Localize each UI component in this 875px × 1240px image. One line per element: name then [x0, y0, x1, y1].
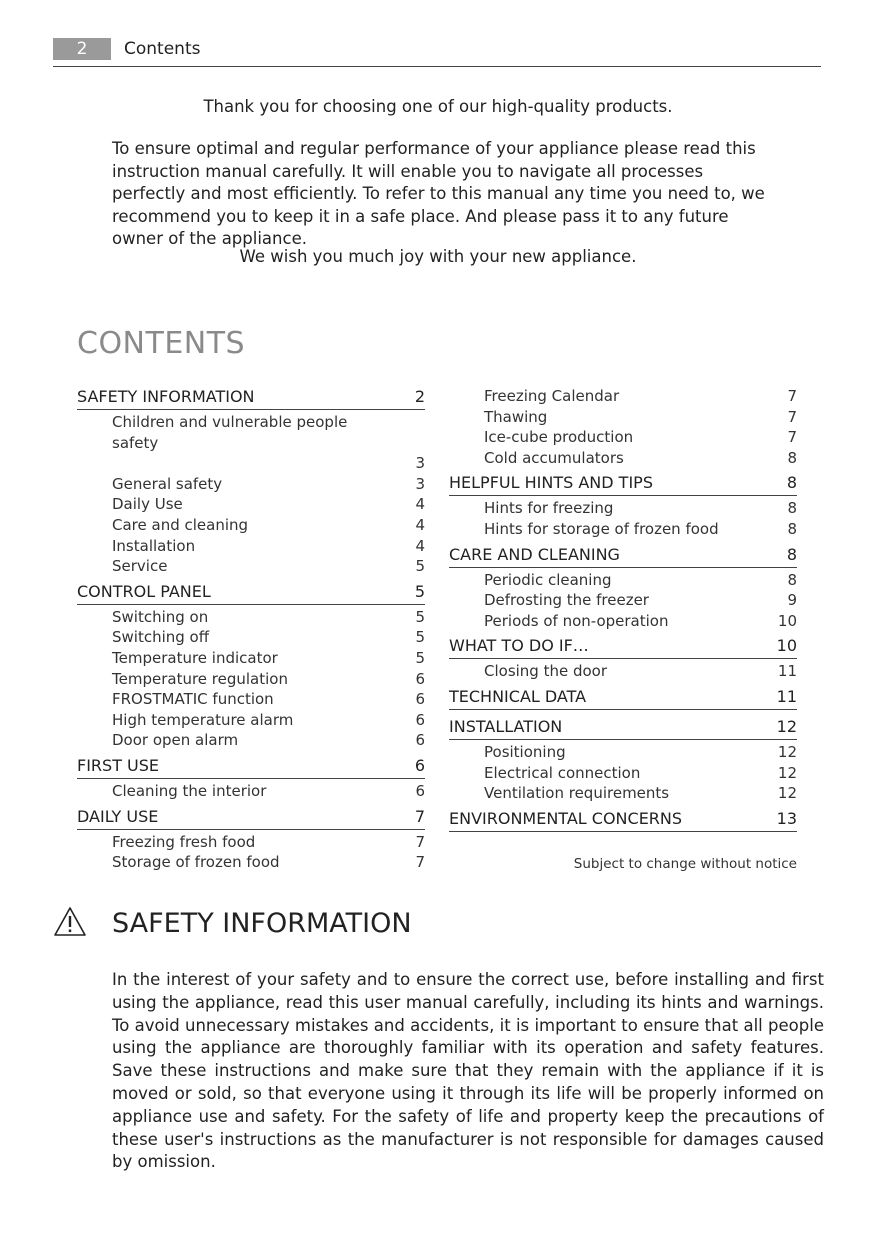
toc-item-label: Freezing fresh food — [112, 832, 256, 851]
toc-section-title: SAFETY INFORMATION — [77, 387, 255, 406]
toc-item-label: Hints for freezing — [484, 499, 614, 518]
toc-section-environmental-concerns[interactable] — [449, 808, 797, 832]
toc-item-label: Hints for storage of frozen food — [484, 519, 719, 538]
toc-item[interactable] — [449, 742, 797, 763]
toc-section-page: 7 — [414, 806, 425, 826]
toc-item-label: Care and cleaning — [112, 515, 249, 534]
toc-section-title: ENVIRONMENTAL CONCERNS — [449, 808, 683, 828]
toc-section-title: WHAT TO DO IF… — [449, 636, 589, 656]
toc-item-page: 9 — [787, 591, 797, 610]
toc-item[interactable] — [77, 730, 425, 751]
toc-section-title: DAILY USE — [77, 806, 159, 826]
toc-item[interactable] — [449, 661, 797, 682]
toc-item-page: 12 — [777, 784, 797, 803]
safety-paragraph: In the interest of your safety and to ensure the correct use, before installing and first using the appliance, read this user manual carefully, including its hints and warnings. To avoid unnecessary mistakes and accidents, it is important to ensure that all people using the appliance are thoroughly familiar with its operation and safety features. Save these instructions and make sure that they remain with the appliance if it is moved or sold, so that everyone using it through its life will be properly informed on appliance use and safety. For the safety of life and property keep the precautions of these user's instructions as the manufacturer is not responsible for damages caused by omission. — [112, 970, 824, 1172]
toc-item-page: 7 — [787, 387, 797, 405]
toc-item-page: 4 — [415, 515, 425, 534]
toc-section-page: 5 — [414, 581, 425, 601]
toc-section-page: 10 — [776, 636, 797, 656]
toc-item-page: 4 — [415, 495, 425, 514]
toc-item-label: Periodic cleaning — [484, 570, 612, 589]
toc-item-page: 3 — [415, 454, 425, 473]
toc-item[interactable] — [77, 607, 425, 628]
toc-item-page: 5 — [415, 648, 425, 667]
toc-item[interactable] — [449, 783, 797, 804]
toc-item[interactable] — [77, 648, 425, 669]
toc-item-page: 12 — [777, 742, 797, 761]
toc-item[interactable] — [449, 448, 797, 469]
toc-item-page: 5 — [415, 557, 425, 576]
toc-item-page: 8 — [787, 570, 797, 589]
toc-item-label: Ice-cube production — [484, 428, 634, 447]
toc-item-page: 6 — [415, 690, 425, 709]
safety-information-heading: SAFETY INFORMATION — [112, 908, 412, 939]
intro-wish: We wish you much joy with your new appliance. — [239, 247, 637, 266]
toc-item-label: Temperature regulation — [112, 669, 288, 688]
page-number: 2 — [53, 38, 111, 60]
toc-item-label: Periods of non-operation — [484, 611, 669, 630]
toc-section-control-panel[interactable] — [77, 581, 425, 605]
toc-item-page: 6 — [415, 731, 425, 750]
toc-item-page: 6 — [415, 710, 425, 729]
toc-section-page: 6 — [414, 755, 425, 775]
toc-section-page: 11 — [776, 686, 797, 706]
toc-item-page: 3 — [415, 474, 425, 493]
toc-right-column — [449, 386, 797, 834]
toc-item[interactable] — [449, 519, 797, 540]
toc-item-page: 8 — [787, 448, 797, 467]
intro-paragraph: To ensure optimal and regular performance of your appliance please read this instruction manual carefully. It will enable you to navigate all processes perfectly and most efficiently. To refer to this manual any time you need to, we recommend you to keep it in a safe place. And please pass it to any future owner of the appliance. — [112, 139, 765, 249]
toc-item-label: Cleaning the interior — [112, 781, 267, 800]
toc-section-what-to-do-if[interactable] — [449, 635, 797, 659]
toc-section-helpful-hints[interactable] — [449, 472, 797, 496]
toc-item-page: 7 — [787, 407, 797, 426]
toc-section-title: HELPFUL HINTS AND TIPS — [449, 473, 653, 493]
toc-item[interactable] — [449, 611, 797, 632]
toc-section-page: 2 — [414, 387, 425, 406]
header-title: Contents — [124, 39, 201, 59]
toc-section-first-use[interactable] — [77, 755, 425, 779]
toc-section-page: 12 — [776, 716, 797, 736]
toc-item-label: Closing the door — [484, 662, 608, 681]
toc-item[interactable] — [449, 590, 797, 611]
toc-item-page: 5 — [415, 607, 425, 626]
page-header — [53, 38, 821, 67]
toc-item-label: Freezing Calendar — [484, 387, 620, 405]
toc-section-title: CONTROL PANEL — [77, 581, 211, 601]
toc-item-page: 11 — [777, 662, 797, 681]
toc-item[interactable] — [449, 427, 797, 448]
intro-thanks: Thank you for choosing one of our high-quality products. — [203, 97, 673, 116]
toc-item-page: 7 — [415, 832, 425, 851]
toc-item-page: 10 — [777, 611, 797, 630]
toc-item-label: Thawing — [484, 407, 548, 426]
toc-item-label: Positioning — [484, 742, 566, 761]
toc-item[interactable] — [449, 570, 797, 591]
toc-section-title: CARE AND CLEANING — [449, 544, 620, 564]
toc-item-label: High temperature alarm — [112, 710, 294, 729]
toc-item[interactable] — [77, 536, 425, 557]
toc-item-label: Storage of frozen food — [112, 853, 280, 872]
toc-item[interactable] — [77, 710, 425, 731]
toc-section-page: 8 — [786, 473, 797, 493]
toc-item-page: 8 — [787, 519, 797, 538]
toc-item-page: 8 — [787, 499, 797, 518]
toc-item-page: 6 — [415, 781, 425, 800]
toc-item-page: 7 — [415, 853, 425, 872]
contents-title: CONTENTS — [77, 326, 246, 361]
toc-item-page: 4 — [415, 536, 425, 555]
toc-item-label: Ventilation requirements — [484, 784, 670, 803]
toc-section-page: 13 — [776, 808, 797, 828]
toc-item[interactable] — [77, 474, 425, 495]
toc-section-title: FIRST USE — [77, 755, 160, 775]
toc-item-label: Cold accumulators — [484, 448, 624, 467]
toc-item[interactable] — [449, 407, 797, 428]
toc-item-page: 12 — [777, 763, 797, 782]
toc-item[interactable] — [77, 781, 425, 802]
toc-section-daily-use[interactable] — [77, 806, 425, 830]
toc-item[interactable] — [449, 498, 797, 519]
toc-item[interactable] — [77, 494, 425, 515]
toc-section-page: 8 — [786, 544, 797, 564]
toc-item-page: 5 — [415, 628, 425, 647]
toc-section-safety-information[interactable] — [77, 386, 425, 410]
toc-item-label: Defrosting the freezer — [484, 591, 649, 610]
toc-item[interactable] — [77, 627, 425, 648]
toc-item-label: Children and vulnerable people safety — [112, 413, 348, 452]
toc-section-technical-data[interactable] — [449, 686, 797, 710]
warning-triangle-icon — [53, 905, 87, 939]
toc-item-label: General safety — [112, 474, 223, 493]
toc-item-page: 6 — [415, 669, 425, 688]
toc-left-column — [77, 386, 425, 873]
toc-item-label: Temperature indicator — [112, 648, 278, 667]
toc-item[interactable] — [77, 412, 425, 474]
toc-item[interactable] — [77, 832, 425, 853]
toc-item[interactable] — [449, 386, 797, 407]
toc-item-label: Switching on — [112, 607, 209, 626]
toc-item[interactable] — [77, 556, 425, 577]
toc-item-page: 7 — [787, 428, 797, 447]
toc-item-label: Electrical connection — [484, 763, 641, 782]
toc-item-label: Door open alarm — [112, 731, 239, 750]
toc-item[interactable] — [77, 689, 425, 710]
toc-item-label: Installation — [112, 536, 196, 555]
subject-to-change-note: Subject to change without notice — [573, 856, 797, 872]
toc-item[interactable] — [77, 852, 425, 873]
toc-item[interactable] — [77, 515, 425, 536]
toc-section-title: TECHNICAL DATA — [449, 686, 587, 706]
toc-section-title: INSTALLATION — [449, 716, 563, 736]
toc-section-installation[interactable] — [449, 716, 797, 740]
toc-item[interactable] — [77, 669, 425, 690]
toc-item[interactable] — [449, 763, 797, 784]
toc-section-care-and-cleaning[interactable] — [449, 544, 797, 568]
toc-item-label: FROSTMATIC function — [112, 690, 274, 709]
toc-item-label: Daily Use — [112, 495, 183, 514]
toc-item-label: Switching off — [112, 628, 210, 647]
toc-item-label: Service — [112, 557, 168, 576]
